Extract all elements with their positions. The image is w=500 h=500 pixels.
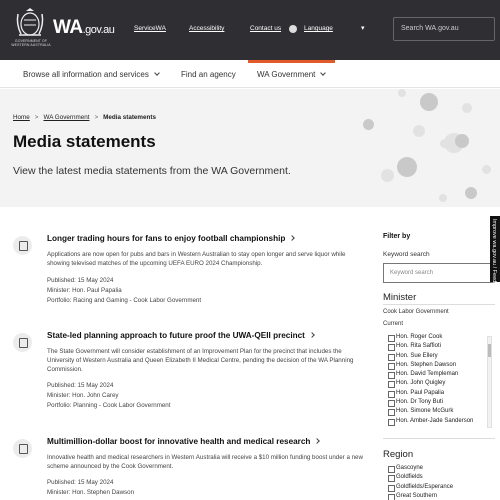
page-hero xyxy=(0,89,500,207)
logo-domain: .gov.au xyxy=(82,24,115,36)
crest-caption: GOVERNMENT OF WESTERN AUSTRALIA xyxy=(11,39,51,47)
divider xyxy=(383,304,495,305)
statement-description: Innovative health and medical researchers in Western Australia will receive a $10 million funding boost under a new scheme announced by the Cook Government. xyxy=(47,454,363,470)
decorative-dot xyxy=(381,169,394,182)
keyword-placeholder: Keyword search xyxy=(390,270,434,276)
breadcrumb-home-link[interactable]: Home xyxy=(13,114,30,121)
decorative-dot xyxy=(363,119,374,130)
statement-published: Published: 15 May 2024 xyxy=(47,382,114,389)
minister-checkbox[interactable]: Hon. Roger Cook xyxy=(383,333,495,342)
nav-language-link[interactable]: Language xyxy=(304,25,333,32)
feedback-tab[interactable] xyxy=(490,216,500,294)
breadcrumb-wa-government-link[interactable]: WA Government xyxy=(43,114,90,121)
minister-checkbox-list[interactable] xyxy=(383,333,495,431)
breadcrumb-separator: > xyxy=(94,114,99,121)
globe-icon xyxy=(289,25,297,33)
media-statement-item xyxy=(13,437,368,500)
region-filter-heading: Region xyxy=(383,449,414,460)
decorative-dot xyxy=(440,139,449,148)
breadcrumb xyxy=(13,114,156,121)
minister-checkbox[interactable]: Hon. Dr Tony Buti xyxy=(383,398,495,407)
minister-filter-heading: Minister xyxy=(383,292,417,303)
decorative-dot xyxy=(420,93,438,111)
statement-minister: Minister: Hon. Stephen Dawson xyxy=(47,489,135,496)
document-icon xyxy=(13,236,32,255)
minister-checkbox[interactable]: Hon. David Templeman xyxy=(383,370,495,379)
keyword-search-input[interactable] xyxy=(383,263,495,283)
chevron-down-icon xyxy=(321,70,327,76)
find-agency-link[interactable]: Find an agency xyxy=(181,70,236,79)
decorative-dot xyxy=(439,194,447,202)
chevron-right-icon xyxy=(309,332,315,338)
statement-title: Multimillion-dollar boost for innovative health and medical research xyxy=(47,437,311,446)
region-checkbox[interactable]: Goldfields xyxy=(383,473,495,482)
decorative-dot xyxy=(397,157,417,177)
decorative-dot xyxy=(482,165,491,174)
region-checkbox[interactable]: Gascoyne xyxy=(383,464,495,473)
chevron-right-icon xyxy=(290,235,296,241)
government-label: Cook Labor Government xyxy=(383,309,449,315)
scrollbar-thumb[interactable] xyxy=(488,344,491,357)
nav-servicewa-link[interactable]: ServiceWA xyxy=(134,25,166,32)
media-statement-item xyxy=(13,234,368,309)
divider xyxy=(383,438,495,439)
caret-down-icon[interactable]: ▾ xyxy=(361,25,365,32)
sub-nav xyxy=(0,60,500,88)
statement-portfolio: Portfolio: Racing and Gaming - Cook Labor Government xyxy=(47,297,202,304)
breadcrumb-separator: > xyxy=(34,114,39,121)
minister-checkbox[interactable]: Hon. Stephen Dawson xyxy=(383,361,495,370)
wa-gov-logo[interactable] xyxy=(53,17,114,39)
statement-published: Published: 15 May 2024 xyxy=(47,277,114,284)
document-icon xyxy=(13,333,32,352)
crest-icon xyxy=(13,8,47,38)
statement-portfolio: Portfolio: Planning - Cook Labor Government xyxy=(47,402,171,409)
site-header xyxy=(0,0,500,60)
region-checkbox[interactable]: Great Southern xyxy=(383,492,495,500)
search-placeholder: Search WA.gov.au xyxy=(401,25,459,32)
active-tab-indicator xyxy=(248,60,335,63)
filter-heading: Filter by xyxy=(383,233,411,240)
decorative-dot xyxy=(462,103,472,113)
document-icon xyxy=(13,439,32,458)
statement-published: Published: 15 May 2024 xyxy=(47,479,114,486)
decorative-dot xyxy=(455,134,469,148)
statement-minister: Minister: Hon. John Carey xyxy=(47,392,119,399)
media-statement-item xyxy=(13,331,368,416)
statement-title: Longer trading hours for fans to enjoy football championship xyxy=(47,234,286,243)
decorative-dot xyxy=(413,125,425,137)
decorative-dot xyxy=(398,89,406,97)
wa-government-label: WA Government xyxy=(257,70,316,79)
page-title: Media statements xyxy=(13,132,156,151)
feedback-label: Improve wa.gov.au / Feedback xyxy=(491,219,497,294)
logo-main: WA xyxy=(53,17,83,38)
minister-checkbox[interactable]: Hon. John Quigley xyxy=(383,379,495,388)
minister-checkbox[interactable]: Hon. Rita Saffioti xyxy=(383,342,495,351)
minister-checkbox[interactable]: Hon. Paul Papalia xyxy=(383,389,495,398)
statement-title-link[interactable] xyxy=(47,234,294,243)
minister-checkbox[interactable]: Hon. Amber-Jade Sanderson xyxy=(383,417,495,426)
minister-checkbox[interactable]: Hon. Simone McGurk xyxy=(383,407,495,416)
statement-minister: Minister: Hon. Paul Papalia xyxy=(47,287,122,294)
keyword-search-label: Keyword search xyxy=(383,251,430,258)
region-checkbox[interactable]: Goldfields/Esperance xyxy=(383,483,495,492)
browse-all-menu[interactable] xyxy=(23,70,159,79)
statement-title-link[interactable] xyxy=(47,437,319,446)
site-search-input[interactable] xyxy=(393,17,495,41)
statement-description: The State Government will consider establishment of an Improvement Plan for the precinct that includes the University of Western Australia and Queen Elizabeth II Medical Centre, pending the decision of the WA Planning Commission. xyxy=(47,348,354,373)
minister-checkbox[interactable]: Hon. Sue Ellery xyxy=(383,352,495,361)
current-label: Current xyxy=(383,321,404,327)
browse-all-label: Browse all information and services xyxy=(23,70,149,79)
breadcrumb-current: Media statements xyxy=(103,114,156,121)
statement-description: Applications are now open for pubs and bars in Western Australian to stay open longer and serve liquor while showing televised matches of the upcoming UEFA EURO 2024 Championship. xyxy=(47,251,346,267)
nav-accessibility-link[interactable]: Accessibility xyxy=(189,25,225,32)
nav-contact-link[interactable]: Contact us xyxy=(250,25,282,32)
wa-crest-logo[interactable] xyxy=(11,8,51,48)
decorative-dot xyxy=(465,187,477,199)
chevron-down-icon xyxy=(154,70,160,76)
statement-title: State-led planning approach to future proof the UWA-QEII precinct xyxy=(47,331,305,340)
page-subtitle: View the latest media statements from the WA Government. xyxy=(13,165,291,177)
chevron-right-icon xyxy=(315,438,321,444)
statement-title-link[interactable] xyxy=(47,331,314,340)
wa-government-menu[interactable] xyxy=(257,70,325,79)
region-checkbox-list xyxy=(383,464,495,500)
